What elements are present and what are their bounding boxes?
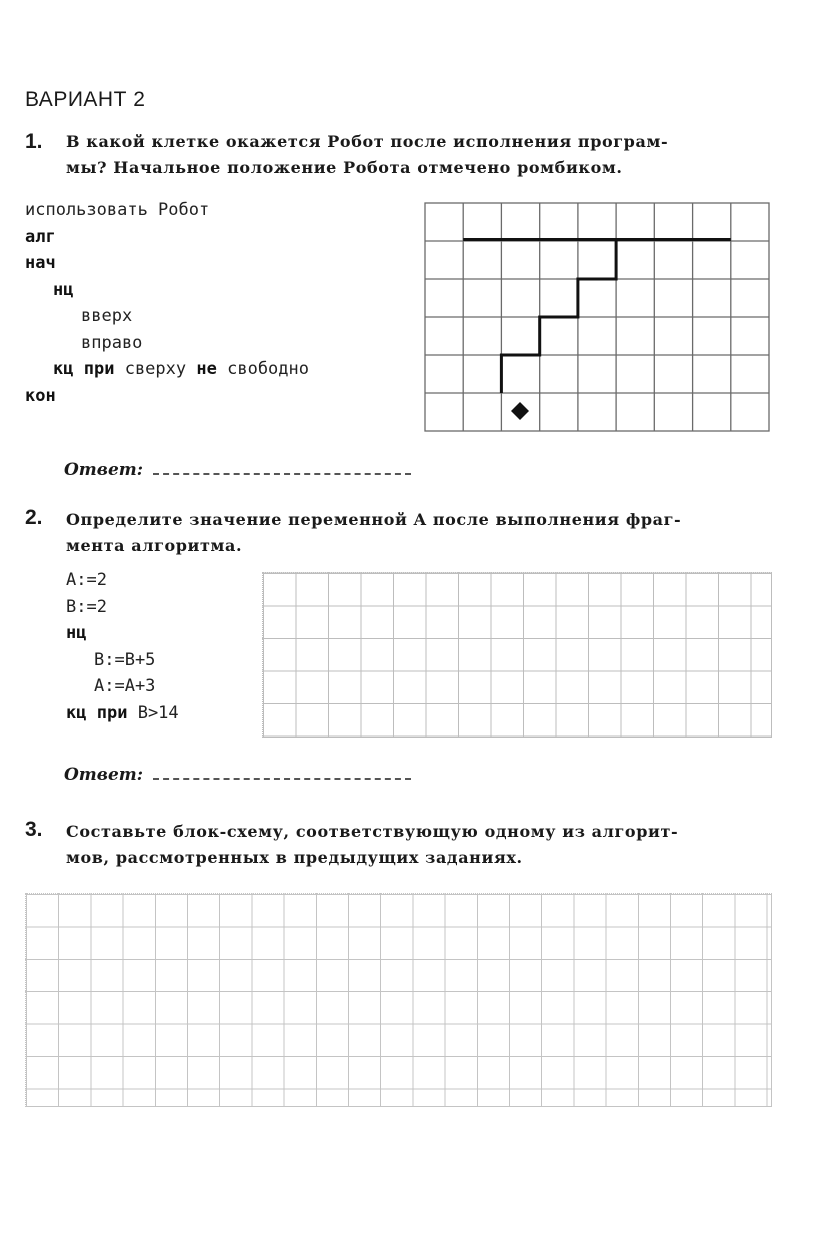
- question-3-line-2: мов, рассмотренных в предыдущих заданиях.: [66, 848, 523, 867]
- question-2-number: 2.: [25, 506, 43, 529]
- robot-field-grid: [425, 203, 769, 431]
- robot-start-diamond: [511, 402, 529, 420]
- answer-label: Ответ:: [64, 460, 144, 480]
- question-1-line-1: В какой клетке окажется Робот после исполнения програм-: [66, 132, 669, 151]
- code-line: алг: [25, 226, 56, 247]
- code-line: A:=A+3: [94, 676, 156, 696]
- code-line: кц при B>14: [66, 702, 179, 723]
- code-line: использовать Робот: [25, 200, 210, 220]
- question-2-answer: [64, 765, 411, 785]
- question-2-line-2: мента алгоритма.: [66, 536, 243, 555]
- code-line: кон: [25, 385, 56, 406]
- question-1-number: 1.: [25, 130, 43, 153]
- code-line: вверх: [81, 306, 133, 326]
- code-line: A:=2: [66, 570, 107, 590]
- question-1-program: [25, 197, 309, 409]
- question-3-number: 3.: [25, 818, 43, 841]
- variant-title: ВАРИАНТ 2: [25, 88, 146, 111]
- code-line: нц: [53, 279, 74, 300]
- robot-field: [420, 200, 772, 436]
- answer-label: Ответ:: [64, 765, 144, 785]
- question-2-line-1: Определите значение переменной A после выполнения фраг-: [66, 510, 682, 529]
- question-2-scratch-grid[interactable]: [262, 572, 772, 738]
- question-2-text: [66, 507, 681, 559]
- code-line: B:=2: [66, 596, 107, 617]
- question-3-line-1: Составьте блок-схему, соответствующую одному из алгорит-: [66, 822, 679, 841]
- question-1-text: [66, 129, 668, 181]
- question-2-program: [66, 567, 179, 726]
- code-line: нц: [66, 623, 87, 643]
- answer-field[interactable]: [153, 465, 411, 475]
- code-line: нач: [25, 253, 56, 273]
- question-3-drawing-grid[interactable]: [25, 893, 772, 1107]
- code-line: вправо: [81, 332, 143, 353]
- question-1-line-2: мы? Начальное положение Робота отмечено ромбиком.: [66, 158, 623, 177]
- answer-field[interactable]: [153, 770, 411, 780]
- code-line: кц при сверху не свободно: [53, 359, 309, 379]
- question-1-answer: [64, 460, 411, 480]
- question-3-text: [66, 819, 678, 871]
- code-line: B:=B+5: [94, 649, 156, 670]
